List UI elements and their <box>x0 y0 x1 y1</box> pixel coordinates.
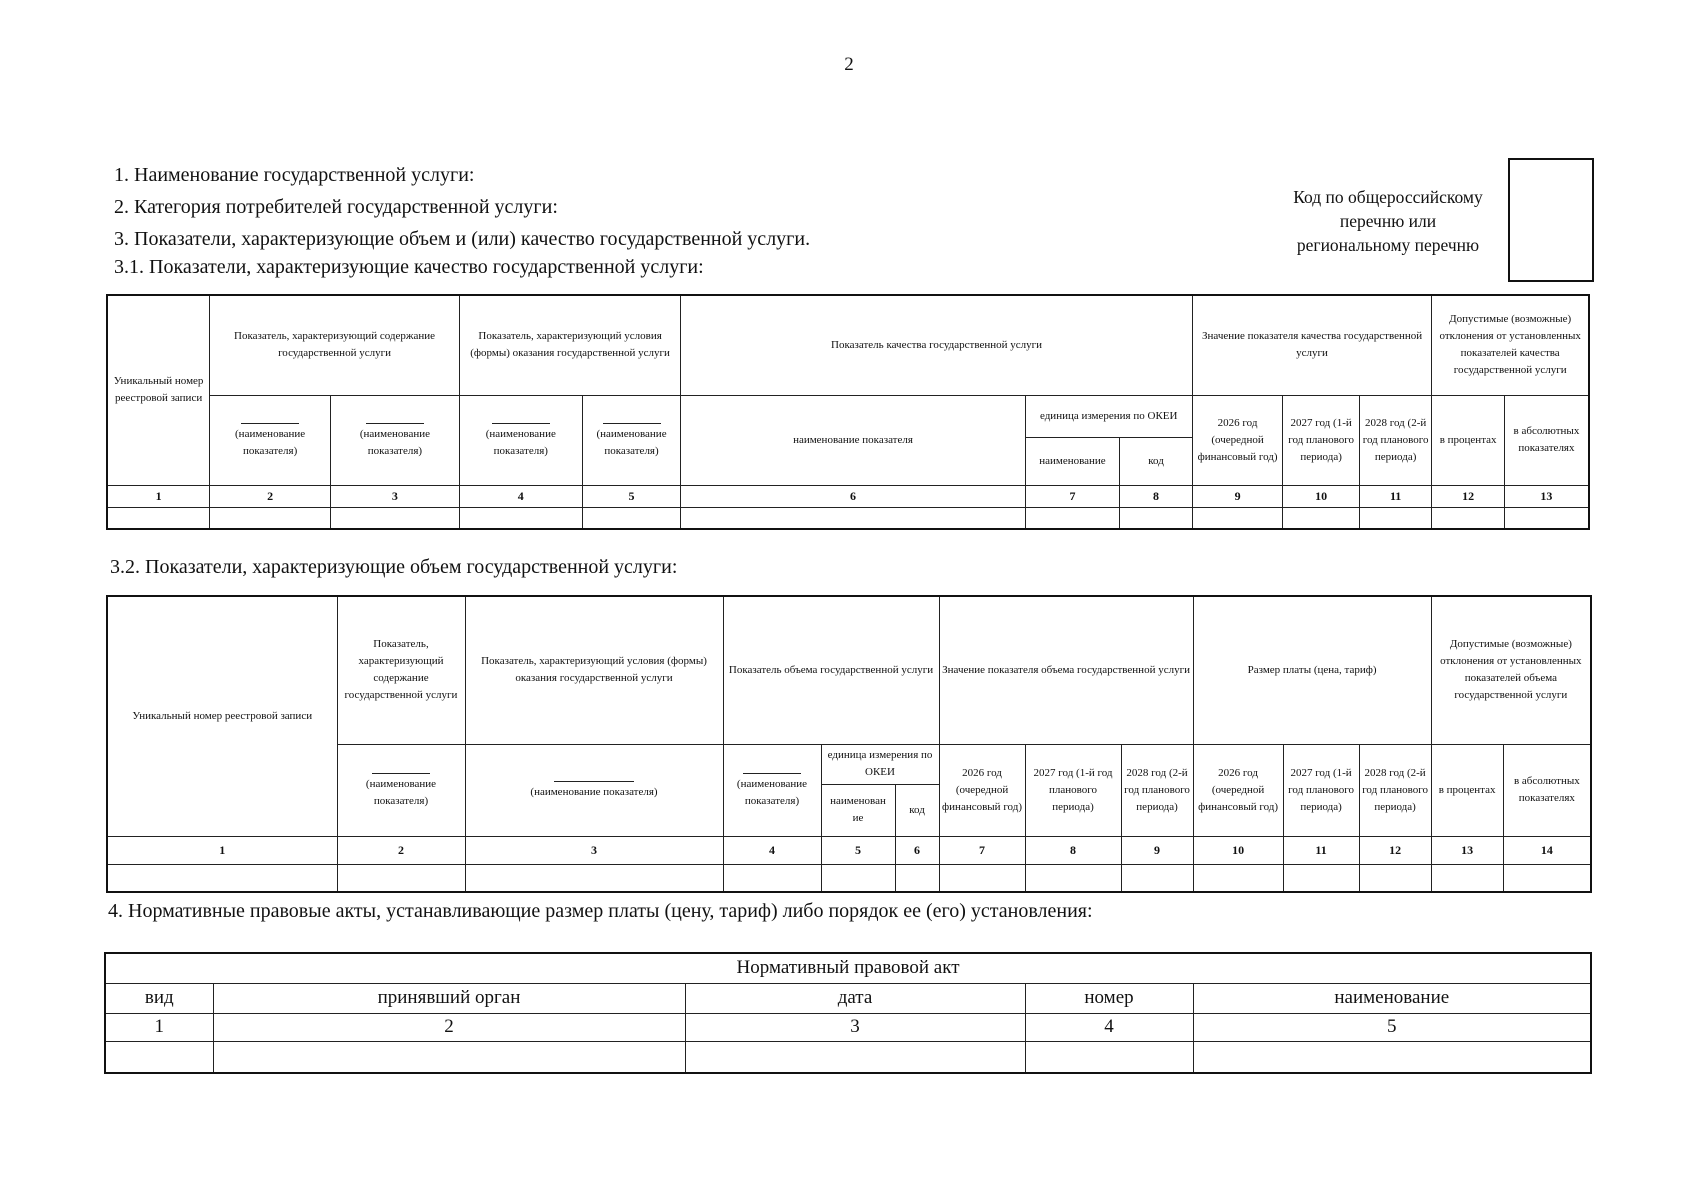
blank-line <box>366 421 424 424</box>
heading-volume-indicators: 3.2. Показатели, характеризующие объем государственной услуги: <box>110 556 678 578</box>
column-number: 9 <box>1192 485 1283 507</box>
subheader-label: (наименование показателя) <box>530 786 658 798</box>
subheader-absolute: в абсолютных показателях <box>1503 744 1591 836</box>
subheader-unit-name: наименование <box>1025 437 1120 485</box>
page-number: 2 <box>844 54 854 75</box>
data-cell[interactable] <box>1504 507 1589 529</box>
data-cell[interactable] <box>582 507 681 529</box>
column-number: 12 <box>1359 836 1431 864</box>
column-number: 5 <box>582 485 681 507</box>
data-cell[interactable] <box>723 864 821 892</box>
header-conditions-indicator: Показатель, характеризующий условия (формы) оказания государственной услуги <box>465 596 723 744</box>
data-cell[interactable] <box>1432 507 1504 529</box>
column-number: 6 <box>895 836 939 864</box>
column-number: 11 <box>1283 836 1359 864</box>
data-cell[interactable] <box>1431 864 1503 892</box>
column-number: 12 <box>1432 485 1504 507</box>
subheader-content-name-2 <box>331 395 460 485</box>
subheader-percent: в процентах <box>1431 744 1503 836</box>
heading-legal-acts: 4. Нормативные правовые акты, устанавливающие размер платы (цену, тариф) либо порядок ее (его) установления: <box>108 900 1093 922</box>
subheader-unit: единица измерения по ОКЕИ <box>821 744 939 784</box>
subheader-fee-2028: 2028 год (2-й год планового периода) <box>1359 744 1431 836</box>
column-number: 11 <box>1359 485 1431 507</box>
column-number: 4 <box>459 485 582 507</box>
column-number: 5 <box>821 836 895 864</box>
subheader-indicator-name: наименование показателя <box>681 395 1025 485</box>
heading-service-name: 1. Наименование государственной услуги: <box>114 164 475 186</box>
legal-act-title: Нормативный правовой акт <box>105 953 1591 983</box>
blank-line <box>492 421 550 424</box>
subheader-conditions-name-2 <box>582 395 681 485</box>
data-cell[interactable] <box>1025 1041 1193 1073</box>
header-fee: Размер платы (цена, тариф) <box>1193 596 1431 744</box>
column-number: 2 <box>213 1013 685 1041</box>
data-cell[interactable] <box>1283 507 1360 529</box>
subheader-value-2027: 2027 год (1-й год планового периода) <box>1025 744 1121 836</box>
data-cell[interactable] <box>1120 507 1192 529</box>
code-label-line: перечню или <box>1339 211 1437 231</box>
data-cell[interactable] <box>1283 864 1359 892</box>
subheader-content-name-1 <box>210 395 331 485</box>
data-cell[interactable] <box>210 507 331 529</box>
column-number: 14 <box>1503 836 1591 864</box>
header-name: наименование <box>1193 983 1591 1013</box>
subheader-absolute: в абсолютных показателях <box>1504 395 1589 485</box>
data-cell[interactable] <box>337 864 465 892</box>
subheader-value-2028: 2028 год (2-й год планового периода) <box>1121 744 1193 836</box>
legal-acts-table <box>104 952 1592 1074</box>
column-number: 1 <box>107 836 337 864</box>
column-number: 1 <box>105 1013 213 1041</box>
data-cell[interactable] <box>465 864 723 892</box>
column-number: 2 <box>210 485 331 507</box>
column-number: 7 <box>1025 485 1120 507</box>
subheader-label: (наименование показателя) <box>359 427 430 457</box>
data-cell[interactable] <box>685 1041 1025 1073</box>
data-cell[interactable] <box>1025 864 1121 892</box>
column-number: 3 <box>331 485 460 507</box>
blank-line <box>241 421 299 424</box>
header-content-indicator: Показатель, характеризующий содержание государственной услуги <box>210 295 460 395</box>
data-cell[interactable] <box>1025 507 1120 529</box>
data-cell[interactable] <box>1193 1041 1591 1073</box>
header-unique-number: Уникальный номер реестровой записи <box>107 295 210 485</box>
quality-indicators-table <box>106 294 1590 530</box>
column-number: 6 <box>681 485 1025 507</box>
subheader-unit: единица измерения по ОКЕИ <box>1025 395 1192 437</box>
column-number: 9 <box>1121 836 1193 864</box>
header-date: дата <box>685 983 1025 1013</box>
header-number: номер <box>1025 983 1193 1013</box>
column-number: 2 <box>337 836 465 864</box>
subheader-unit-name: наименован ие <box>821 784 895 836</box>
data-cell[interactable] <box>1193 864 1283 892</box>
subheader-label: (наименование показателя) <box>736 777 808 807</box>
header-content-indicator: Показатель, характеризующий содержание государственной услуги <box>337 596 465 744</box>
column-number: 4 <box>723 836 821 864</box>
subheader-conditions-name-1 <box>459 395 582 485</box>
column-number: 7 <box>939 836 1025 864</box>
column-number: 5 <box>1193 1013 1591 1041</box>
header-volume-value: Значение показателя объема государственной услуги <box>939 596 1193 744</box>
header-unique-number: Уникальный номер реестровой записи <box>107 596 337 836</box>
subheader-value-2026: 2026 год (очередной финансовый год) <box>939 744 1025 836</box>
header-type: вид <box>105 983 213 1013</box>
column-number: 1 <box>107 485 210 507</box>
header-volume-indicator: Показатель объема государственной услуги <box>723 596 939 744</box>
heading-consumer-category: 2. Категория потребителей государственной услуги: <box>114 196 558 218</box>
data-cell[interactable] <box>459 507 582 529</box>
data-cell[interactable] <box>107 507 210 529</box>
column-number: 3 <box>685 1013 1025 1041</box>
column-number: 13 <box>1504 485 1589 507</box>
volume-indicators-table <box>106 595 1592 893</box>
heading-quality-indicators: 3.1. Показатели, характеризующие качество государственной услуги: <box>114 256 704 278</box>
column-number: 3 <box>465 836 723 864</box>
header-allowed-deviation: Допустимые (возможные) отклонения от установленных показателей качества государственной услуги <box>1432 295 1589 395</box>
header-conditions-indicator: Показатель, характеризующий условия (формы) оказания государственной услуги <box>459 295 680 395</box>
heading-indicators: 3. Показатели, характеризующие объем и (или) качество государственной услуги. <box>114 228 811 250</box>
data-cell[interactable] <box>681 507 1025 529</box>
subheader-unit-code: код <box>1120 437 1192 485</box>
data-cell[interactable] <box>1359 864 1431 892</box>
data-cell[interactable] <box>1192 507 1283 529</box>
column-number: 13 <box>1431 836 1503 864</box>
header-issuing-body: принявший орган <box>213 983 685 1013</box>
column-number: 10 <box>1193 836 1283 864</box>
column-number: 10 <box>1283 485 1360 507</box>
data-cell[interactable] <box>821 864 895 892</box>
data-cell[interactable] <box>895 864 939 892</box>
code-input-box[interactable] <box>1508 158 1594 282</box>
subheader-2026: 2026 год (очередной финансовый год) <box>1192 395 1283 485</box>
data-cell[interactable] <box>1121 864 1193 892</box>
column-number: 8 <box>1120 485 1192 507</box>
subheader-label: (наименование показателя) <box>485 427 556 457</box>
header-allowed-deviation: Допустимые (возможные) отклонения от установленных показателей объема государственной услуги <box>1431 596 1591 744</box>
data-cell[interactable] <box>1359 507 1431 529</box>
subheader-fee-2027: 2027 год (1-й год планового периода) <box>1283 744 1359 836</box>
blank-line <box>372 771 430 774</box>
data-cell[interactable] <box>331 507 460 529</box>
column-number: 4 <box>1025 1013 1193 1041</box>
subheader-percent: в процентах <box>1432 395 1504 485</box>
subheader-label: (наименование показателя) <box>365 777 437 807</box>
subheader-unit-code: код <box>895 784 939 836</box>
data-cell[interactable] <box>107 864 337 892</box>
subheader-label: (наименование показателя) <box>235 427 306 457</box>
data-cell[interactable] <box>213 1041 685 1073</box>
blank-line <box>603 421 661 424</box>
header-quality-value: Значение показателя качества государственной услуги <box>1192 295 1432 395</box>
subheader-content-name <box>337 744 465 836</box>
subheader-fee-2026: 2026 год (очередной финансовый год) <box>1193 744 1283 836</box>
subheader-2027: 2027 год (1-й год планового периода) <box>1283 395 1360 485</box>
header-quality-indicator: Показатель качества государственной услуги <box>681 295 1192 395</box>
code-label <box>1268 185 1508 257</box>
code-label-line: региональному перечню <box>1296 235 1480 255</box>
subheader-conditions-name <box>465 744 723 836</box>
blank-line <box>554 779 634 782</box>
data-cell[interactable] <box>1503 864 1591 892</box>
blank-line <box>743 771 801 774</box>
subheader-volume-name <box>723 744 821 836</box>
data-cell[interactable] <box>105 1041 213 1073</box>
data-cell[interactable] <box>939 864 1025 892</box>
column-number: 8 <box>1025 836 1121 864</box>
subheader-label: (наименование показателя) <box>596 427 667 457</box>
code-label-line: Код по общероссийскому <box>1293 187 1483 207</box>
subheader-2028: 2028 год (2-й год планового периода) <box>1359 395 1431 485</box>
